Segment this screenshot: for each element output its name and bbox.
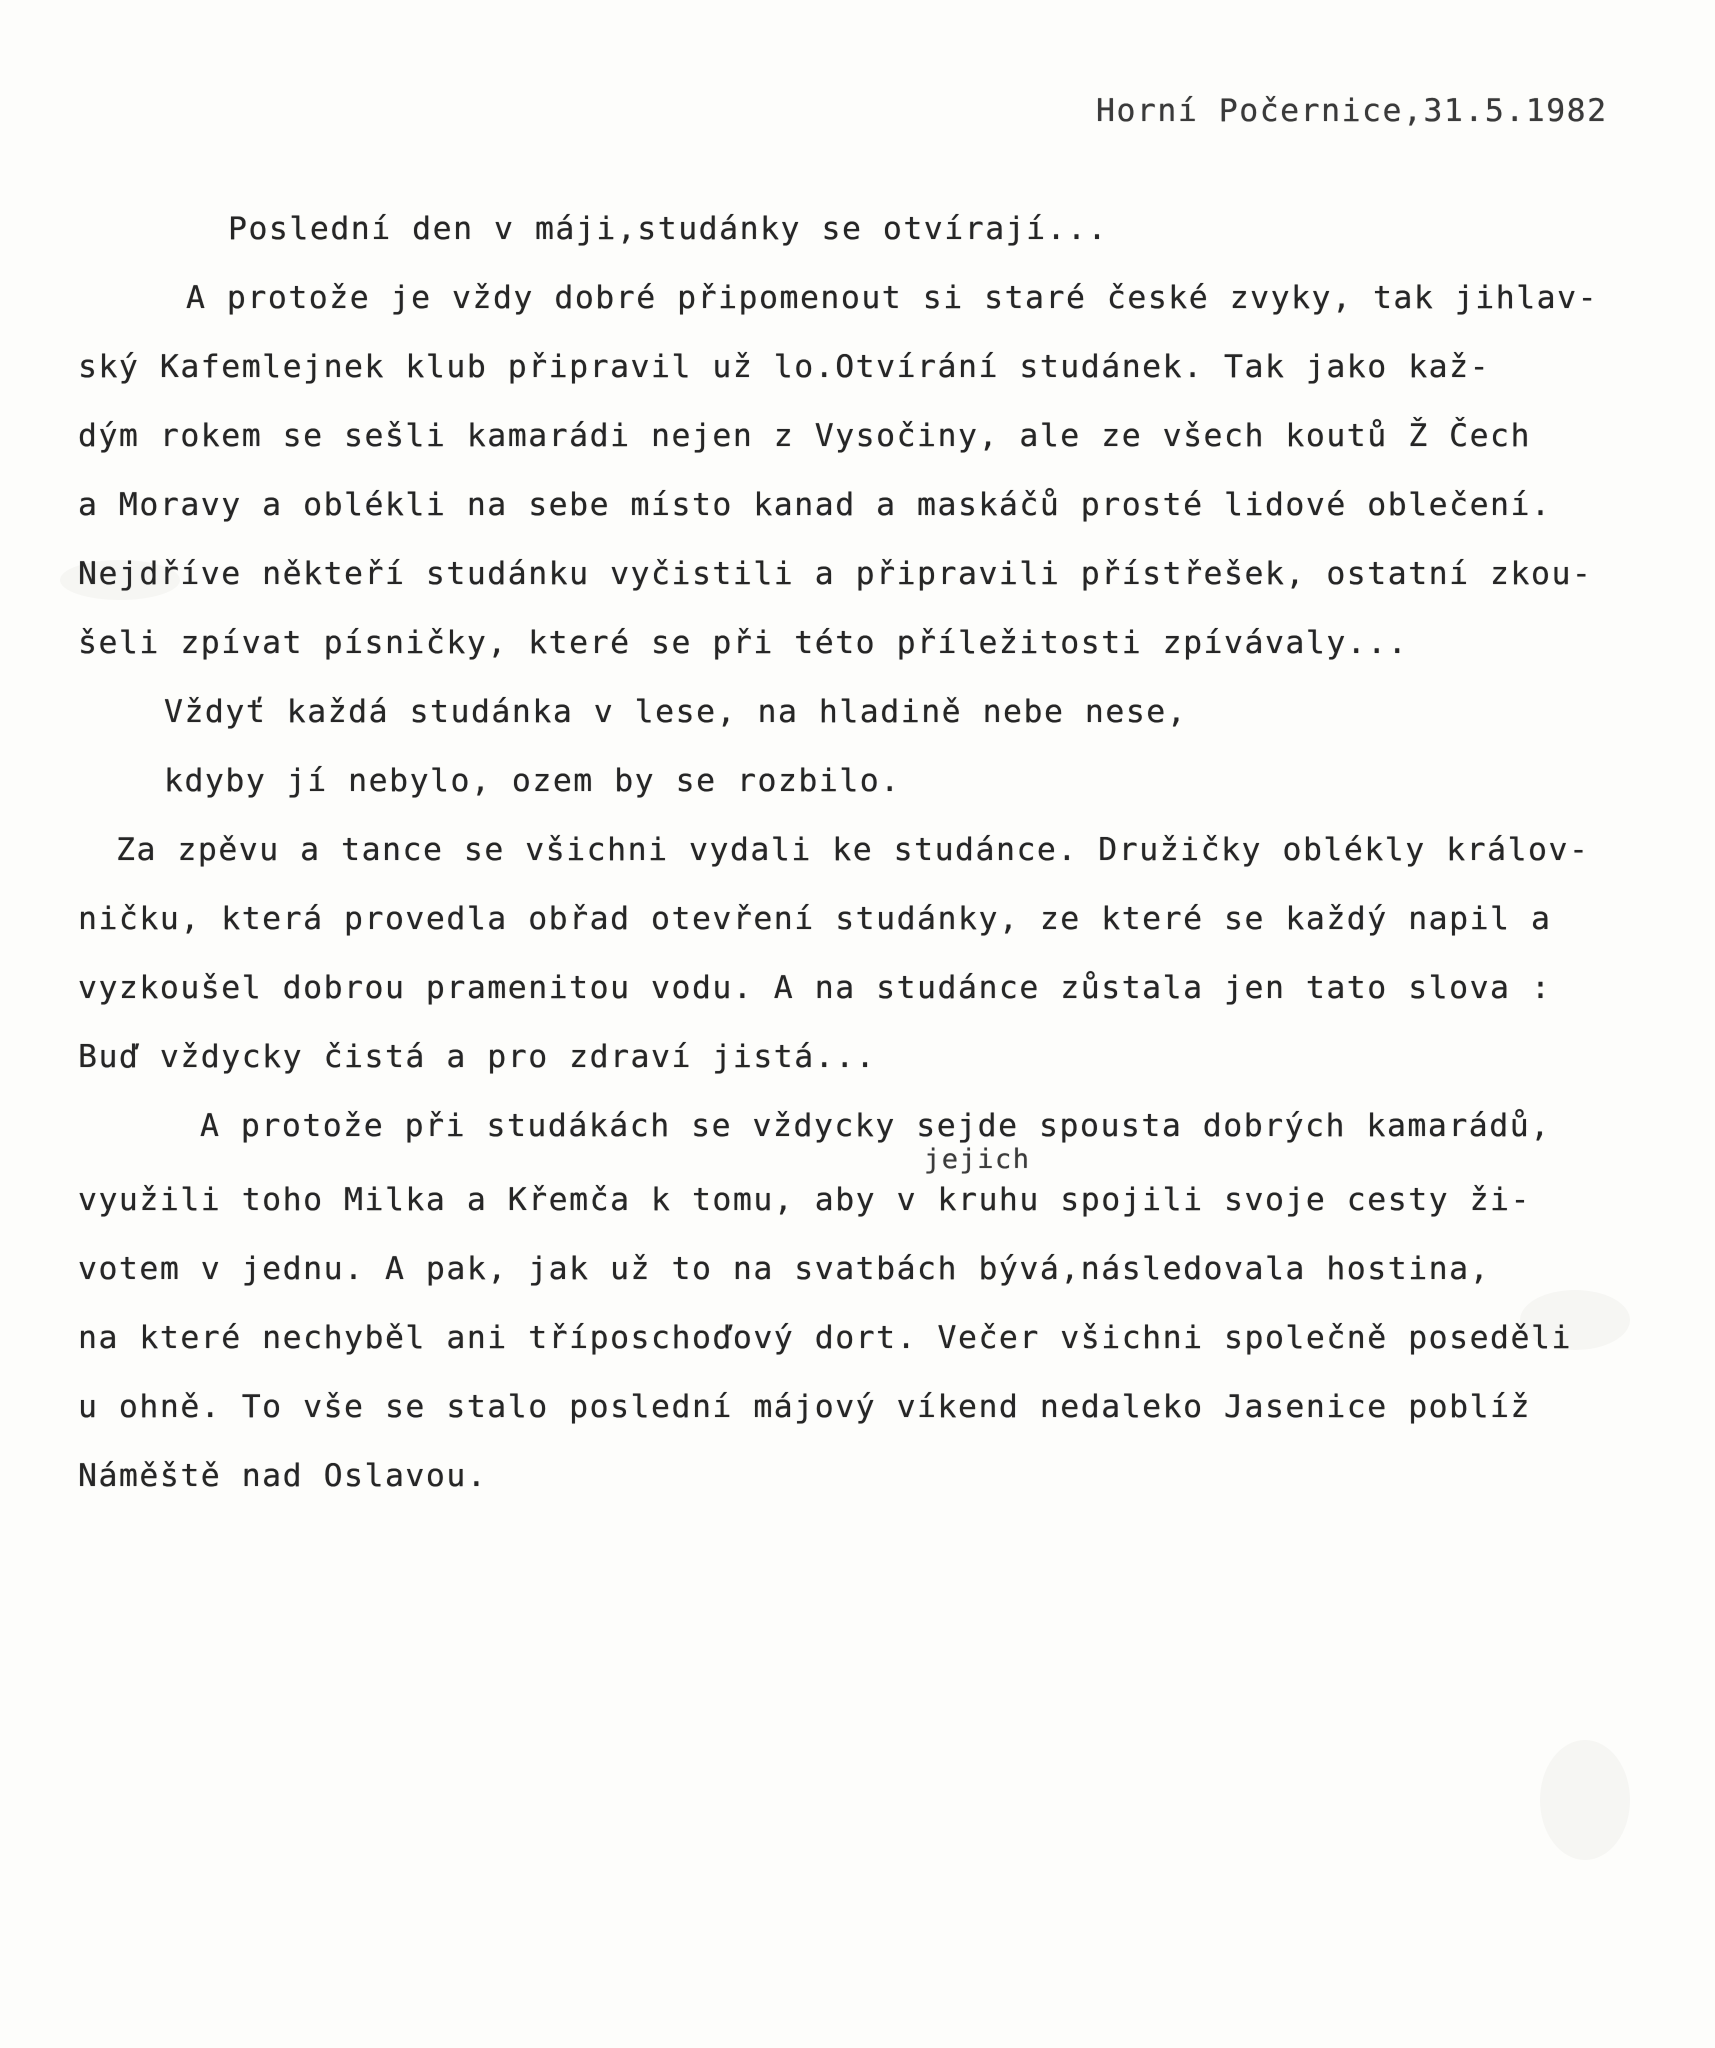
text-line: Buď vždycky čistá a pro zdraví jistá... bbox=[78, 1039, 877, 1075]
text-line: Za zpěvu a tance se všichni vydali ke studánce. Družičky oblékly králov- bbox=[116, 832, 1590, 868]
text-line: a Moravy a oblékli na sebe místo kanad a maskáčů prosté lidové oblečení. bbox=[78, 487, 1552, 523]
text-line: A protože při studákách se vždycky sejde spousta dobrých kamarádů, bbox=[200, 1108, 1551, 1144]
text-line: dým rokem se sešli kamarádi nejen z Vysočiny, ale ze všech koutů Ž Čech bbox=[78, 418, 1531, 454]
text-line: na které nechyběl ani tříposchoďový dort. Večer všichni společně poseděli bbox=[78, 1320, 1572, 1356]
text-line: ničku, která provedla obřad otevření studánky, ze které se každý napil a bbox=[78, 901, 1552, 937]
text-line: Poslední den v máji,studánky se otvírají... bbox=[228, 211, 1108, 247]
text-line: Vždyť každá studánka v lese, na hladině nebe nese, bbox=[164, 694, 1188, 730]
text-line: kdyby jí nebylo, ozem by se rozbilo. bbox=[164, 763, 901, 799]
text-line: využili toho Milka a Křemča k tomu, aby v kruhu spojili svoje cesty ži- bbox=[78, 1182, 1531, 1218]
place-and-date: Horní Počernice,31.5.1982 bbox=[1096, 93, 1608, 129]
text-line: Nejdříve někteří studánku vyčistili a připravili přístřešek, ostatní zkou- bbox=[78, 556, 1593, 592]
text-line: šeli zpívat písničky, které se při této příležitosti zpívávaly... bbox=[78, 625, 1409, 661]
interlinear-insertion: jejich bbox=[924, 1144, 1031, 1175]
text-line: Náměště nad Oslavou. bbox=[78, 1458, 488, 1494]
paper-smudge bbox=[1540, 1740, 1630, 1860]
text-line: vyzkoušel dobrou pramenitou vodu. A na studánce zůstala jen tato slova : bbox=[78, 970, 1552, 1006]
text-line: u ohně. To vše se stalo poslední májový víkend nedaleko Jasenice poblíž bbox=[78, 1389, 1531, 1425]
text-line: ský Kafemlejnek klub připravil už lo.Otvírání studánek. Tak jako kaž- bbox=[78, 349, 1491, 385]
text-line: A protože je vždy dobré připomenout si staré české zvyky, tak jihlav- bbox=[186, 280, 1599, 316]
text-line: votem v jednu. A pak, jak už to na svatbách bývá,následovala hostina, bbox=[78, 1251, 1491, 1287]
